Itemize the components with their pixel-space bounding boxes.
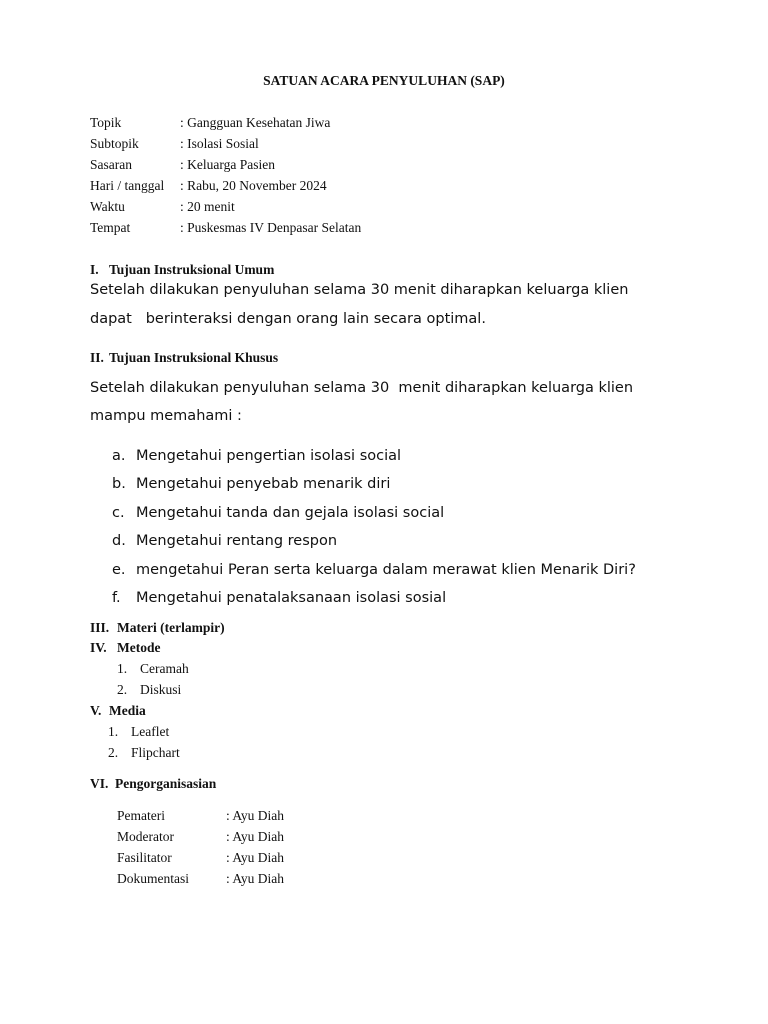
- list-item: Mengetahui penyebab menarik diri: [136, 476, 391, 492]
- org-label-pemateri: Pemateri: [117, 808, 165, 823]
- section-6-number: VI.: [90, 776, 109, 791]
- info-value-subtopik: : Isolasi Sosial: [180, 136, 259, 151]
- info-value-sasaran: : Keluarga Pasien: [180, 157, 275, 172]
- org-label-moderator: Moderator: [117, 829, 174, 844]
- section-5-number: V.: [90, 703, 102, 718]
- list-item-marker: f.: [112, 590, 121, 606]
- document-title: SATUAN ACARA PENYULUHAN (SAP): [263, 73, 505, 88]
- section-4-number: IV.: [90, 640, 107, 655]
- list-item: Flipchart: [131, 745, 180, 760]
- section-1-heading: Tujuan Instruksional Umum: [109, 262, 275, 277]
- org-value-pemateri: : Ayu Diah: [226, 808, 285, 823]
- section-3-number: III.: [90, 620, 110, 635]
- section-5-heading: Media: [109, 703, 146, 718]
- list-item-marker: 2.: [117, 682, 128, 697]
- section-1-paragraph-line-1: Setelah dilakukan penyuluhan selama 30 menit diharapkan keluarga klien: [90, 282, 629, 298]
- info-label-subtopik: Subtopik: [90, 136, 139, 151]
- section-6-heading: Pengorganisasian: [115, 776, 217, 791]
- list-item: Mengetahui rentang respon: [136, 533, 338, 549]
- info-label-tempat: Tempat: [90, 220, 131, 235]
- section-1-paragraph-line-2: dapat berinteraksi dengan orang lain secara optimal.: [90, 311, 486, 327]
- section-2-paragraph-line-2: mampu memahami :: [90, 408, 242, 424]
- org-value-fasilitator: : Ayu Diah: [226, 850, 285, 865]
- list-item: Mengetahui tanda dan gejala isolasi social: [136, 505, 445, 521]
- list-item: Diskusi: [140, 682, 182, 697]
- list-item-marker: c.: [112, 505, 125, 521]
- info-value-tempat: : Puskesmas IV Denpasar Selatan: [180, 220, 362, 235]
- list-item-marker: d.: [112, 533, 126, 549]
- section-2-heading: Tujuan Instruksional Khusus: [109, 350, 279, 365]
- section-3-heading: Materi (terlampir): [117, 620, 225, 635]
- info-label-waktu: Waktu: [90, 199, 125, 214]
- list-item: Mengetahui pengertian isolasi social: [136, 448, 402, 464]
- section-4-heading: Metode: [117, 640, 161, 655]
- org-value-dokumentasi: : Ayu Diah: [226, 871, 285, 886]
- info-label-topik: Topik: [90, 115, 122, 130]
- list-item-marker: 1.: [117, 661, 128, 676]
- list-item-marker: b.: [112, 476, 126, 492]
- org-value-moderator: : Ayu Diah: [226, 829, 285, 844]
- org-label-dokumentasi: Dokumentasi: [117, 871, 189, 886]
- list-item-marker: 1.: [108, 724, 119, 739]
- org-label-fasilitator: Fasilitator: [117, 850, 172, 865]
- list-item-marker: a.: [112, 448, 126, 464]
- list-item: mengetahui Peran serta keluarga dalam merawat klien Menarik Diri?: [136, 562, 636, 578]
- list-item: Leaflet: [131, 724, 170, 739]
- section-2-paragraph-line-1: Setelah dilakukan penyuluhan selama 30 menit diharapkan keluarga klien: [90, 380, 634, 396]
- info-label-sasaran: Sasaran: [90, 157, 132, 172]
- list-item-marker: 2.: [108, 745, 119, 760]
- list-item-marker: e.: [112, 562, 126, 578]
- info-value-waktu: : 20 menit: [180, 199, 235, 214]
- list-item: Ceramah: [140, 661, 189, 676]
- info-value-hari-tanggal: : Rabu, 20 November 2024: [180, 178, 327, 193]
- list-item: Mengetahui penatalaksanaan isolasi sosial: [136, 590, 447, 606]
- section-1-number: I.: [90, 262, 99, 277]
- info-label-hari-tanggal: Hari / tanggal: [90, 178, 165, 193]
- section-2-number: II.: [90, 350, 104, 365]
- info-value-topik: : Gangguan Kesehatan Jiwa: [180, 115, 331, 130]
